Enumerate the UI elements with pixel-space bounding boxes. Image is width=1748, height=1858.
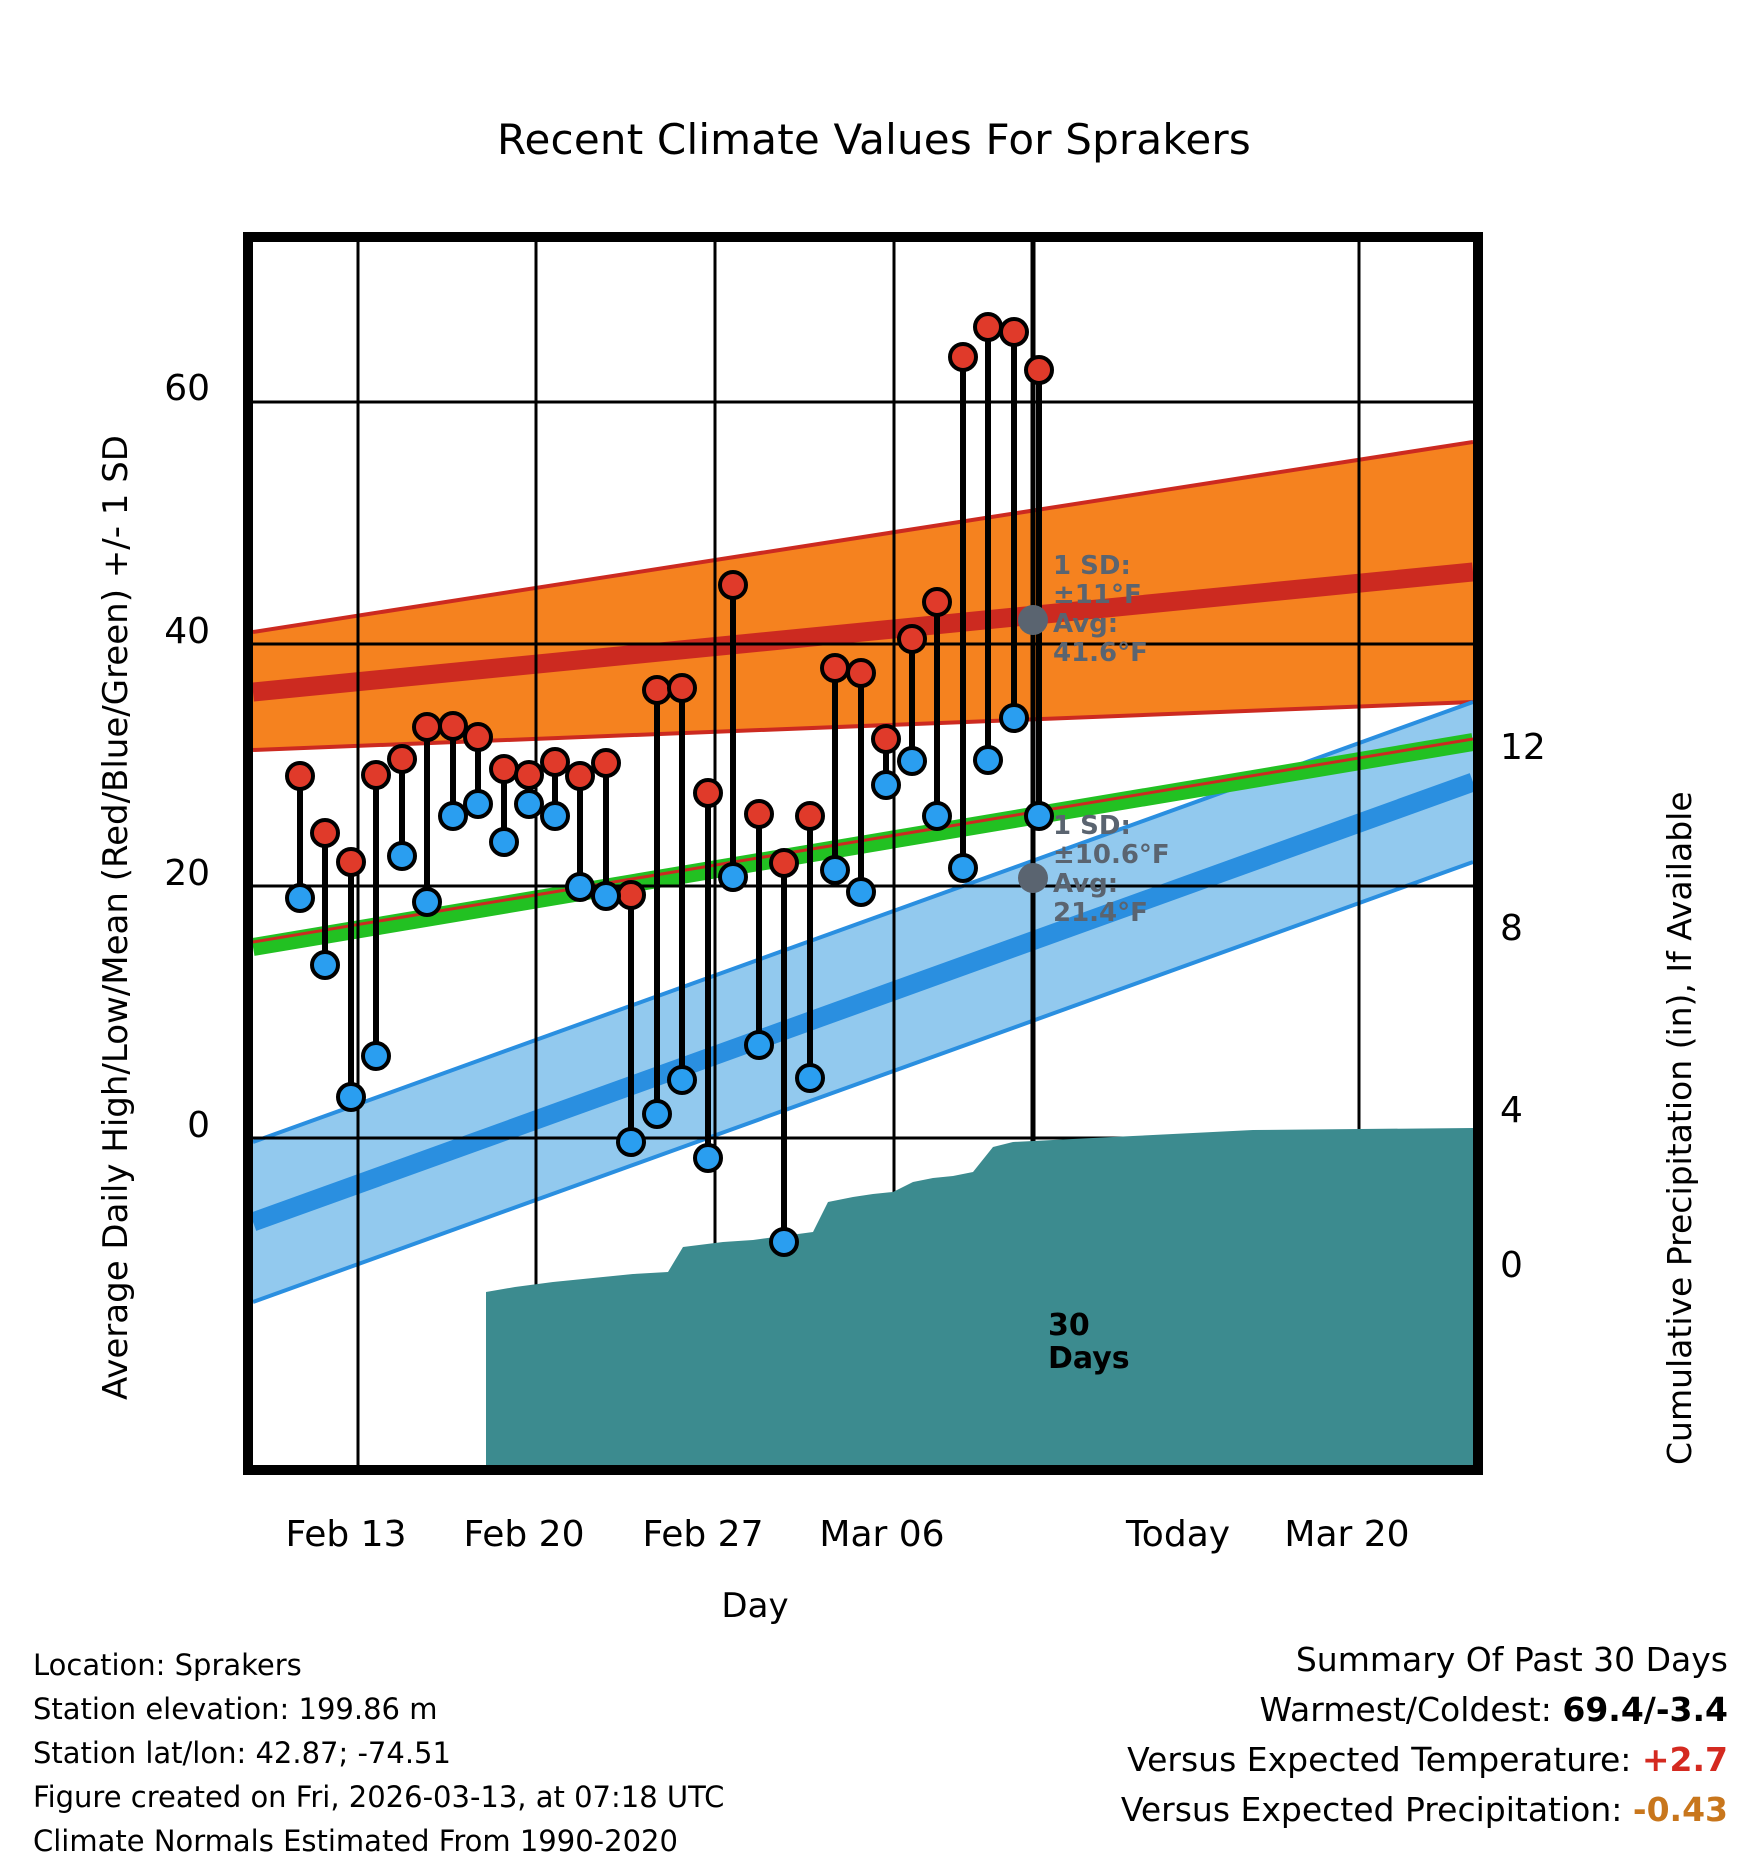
footer-normals: Climate Normals Estimated From 1990-2020 <box>33 1824 678 1858</box>
summary-row-precipitation <box>1121 1790 1728 1829</box>
x-tick-feb-20: Feb 20 <box>463 1514 585 1555</box>
summary-value-precipitation: -0.43 <box>1632 1790 1728 1829</box>
high-callout-avg-label: Avg: <box>1053 609 1119 640</box>
low-avg-dot <box>1018 863 1048 893</box>
y-axis-label-right: Cumulative Precipitation (in), If Available <box>1660 791 1699 1465</box>
y-tick-right-0: 0 <box>1500 1245 1523 1286</box>
summary-label-warmest: Warmest/Coldest: <box>1259 1690 1552 1729</box>
x-tick-mar-20: Mar 20 <box>1284 1514 1410 1555</box>
y-tick-left-40: 40 <box>164 611 210 652</box>
low-callout-avg-label: Avg: <box>1053 869 1119 900</box>
x-tick-feb-13: Feb 13 <box>285 1514 407 1555</box>
y-tick-left-0: 0 <box>187 1105 210 1146</box>
summary-label-precipitation: Versus Expected Precipitation: <box>1120 1790 1623 1829</box>
high-callout-avg-value: 41.6°F <box>1053 638 1148 669</box>
y-tick-right-8: 8 <box>1500 908 1523 949</box>
y-axis-label-left: Average Daily High/Low/Mean (Red/Blue/Green) +/- 1 SD <box>96 435 136 1400</box>
y-tick-right-12: 12 <box>1500 727 1546 768</box>
low-callout-sd-value: ±10.6°F <box>1053 840 1170 871</box>
x-tick-today: Today <box>1125 1514 1231 1555</box>
high-avg-dot <box>1018 605 1048 635</box>
high-callout-sd-label: 1 SD: <box>1053 551 1131 581</box>
y-tick-left-60: 60 <box>164 368 210 409</box>
low-callout-avg-value: 21.4°F <box>1053 898 1148 929</box>
low-callout-sd-label: 1 SD: <box>1053 811 1131 841</box>
summary-value-temperature: +2.7 <box>1641 1740 1728 1779</box>
footer-elevation: Station elevation: 199.86 m <box>33 1692 438 1726</box>
climate-plot <box>243 232 1483 1475</box>
y-tick-left-20: 20 <box>164 853 210 894</box>
high-callout-sd-value: ±11°F <box>1053 580 1142 611</box>
footer-latlon: Station lat/lon: 42.87; -74.51 <box>33 1736 451 1770</box>
summary-value-warmest: 69.4/-3.4 <box>1562 1690 1728 1729</box>
summary-label-temperature: Versus Expected Temperature: <box>1127 1740 1632 1779</box>
page-title: Recent Climate Values For Sprakers <box>497 115 1251 164</box>
precip-window-count: 30 <box>1048 1308 1090 1343</box>
high-normal-callout <box>1053 552 1148 668</box>
low-normal-callout <box>1053 812 1170 928</box>
x-tick-mar-06: Mar 06 <box>819 1514 945 1555</box>
x-tick-feb-27: Feb 27 <box>642 1514 764 1555</box>
summary-row-warmest <box>1260 1690 1728 1729</box>
precip-window-label <box>1048 1309 1130 1375</box>
x-axis-label: Day <box>721 1586 789 1626</box>
footer-created: Figure created on Fri, 2026-03-13, at 07:18 UTC <box>33 1780 725 1814</box>
precip-window-unit: Days <box>1048 1341 1130 1376</box>
summary-title: Summary Of Past 30 Days <box>1295 1640 1728 1679</box>
plot-canvas <box>253 242 1473 1465</box>
footer-location: Location: Sprakers <box>33 1648 302 1682</box>
y-tick-right-4: 4 <box>1500 1090 1523 1131</box>
summary-row-temperature <box>1127 1740 1728 1779</box>
precip-area <box>486 1128 1473 1465</box>
